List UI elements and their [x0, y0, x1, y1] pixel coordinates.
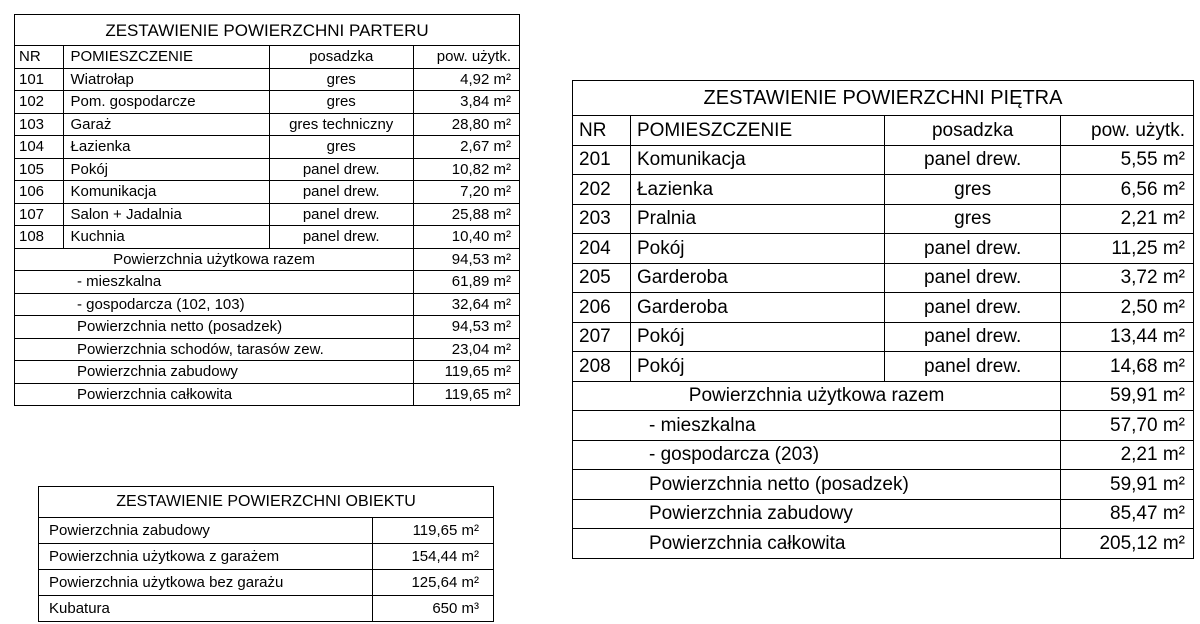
summary-label: Powierzchnia użytkowa z garażem — [39, 544, 373, 570]
floor-type: panel drew. — [885, 352, 1061, 382]
summary-row — [573, 440, 1194, 470]
table-row — [15, 68, 520, 91]
room-number: 103 — [15, 113, 64, 136]
room-name: Komunikacja — [64, 181, 269, 204]
summary-value: 119,65 m² — [413, 361, 519, 384]
table-row — [573, 175, 1194, 205]
summary-value: 59,91 m² — [1061, 381, 1194, 411]
room-area: 28,80 m² — [413, 113, 519, 136]
summary-row — [573, 381, 1194, 411]
floor-type: gres — [885, 204, 1061, 234]
room-number: 105 — [15, 158, 64, 181]
summary-label: Powierzchnia użytkowa razem — [15, 248, 414, 271]
table-row — [573, 293, 1194, 323]
summary-label: Powierzchnia całkowita — [573, 529, 1061, 559]
room-name: Kuchnia — [64, 226, 269, 249]
column-header-area: pow. użytk. — [413, 46, 519, 69]
summary-row — [573, 529, 1194, 559]
summary-row — [573, 499, 1194, 529]
summary-label: Powierzchnia zabudowy — [15, 361, 414, 384]
summary-row — [573, 470, 1194, 500]
room-area: 2,50 m² — [1061, 293, 1194, 323]
summary-value: 32,64 m² — [413, 293, 519, 316]
floor-type: panel drew. — [885, 293, 1061, 323]
summary-value: 119,65 m² — [413, 383, 519, 406]
room-area: 2,67 m² — [413, 136, 519, 159]
room-number: 108 — [15, 226, 64, 249]
room-name: Łazienka — [64, 136, 269, 159]
table-row — [573, 234, 1194, 264]
room-area: 3,72 m² — [1061, 263, 1194, 293]
floor-type: gres — [269, 68, 413, 91]
first-floor-area-table — [572, 80, 1194, 559]
summary-value: 119,65 m² — [373, 518, 494, 544]
summary-value: 205,12 m² — [1061, 529, 1194, 559]
summary-row — [15, 383, 520, 406]
room-number: 208 — [573, 352, 631, 382]
floor-type: panel drew. — [885, 263, 1061, 293]
room-number: 201 — [573, 145, 631, 175]
room-number: 202 — [573, 175, 631, 205]
room-area: 5,55 m² — [1061, 145, 1194, 175]
summary-value: 57,70 m² — [1061, 411, 1194, 441]
room-number: 104 — [15, 136, 64, 159]
room-name: Pom. gospodarcze — [64, 91, 269, 114]
table-row — [15, 203, 520, 226]
floor-type: panel drew. — [269, 181, 413, 204]
summary-value: 125,64 m² — [373, 570, 494, 596]
summary-label: Powierzchnia całkowita — [15, 383, 414, 406]
summary-value: 154,44 m² — [373, 544, 494, 570]
room-name: Garderoba — [630, 263, 884, 293]
floor-type: panel drew. — [885, 322, 1061, 352]
summary-row — [15, 293, 520, 316]
summary-value: 59,91 m² — [1061, 470, 1194, 500]
column-header-room: POMIESZCZENIE — [64, 46, 269, 69]
room-name: Salon + Jadalnia — [64, 203, 269, 226]
summary-label: Kubatura — [39, 596, 373, 622]
room-name: Pokój — [64, 158, 269, 181]
room-area: 10,82 m² — [413, 158, 519, 181]
room-area: 4,92 m² — [413, 68, 519, 91]
summary-label: Powierzchnia zabudowy — [573, 499, 1061, 529]
summary-value: 650 m³ — [373, 596, 494, 622]
table-row — [15, 136, 520, 159]
room-name: Garaż — [64, 113, 269, 136]
table-row — [15, 226, 520, 249]
summary-row — [15, 361, 520, 384]
summary-value: 23,04 m² — [413, 338, 519, 361]
summary-row — [15, 271, 520, 294]
summary-row — [15, 338, 520, 361]
column-header-nr: NR — [573, 116, 631, 146]
room-number: 203 — [573, 204, 631, 234]
room-area: 3,84 m² — [413, 91, 519, 114]
table-row — [573, 322, 1194, 352]
column-header-room: POMIESZCZENIE — [630, 116, 884, 146]
ground-floor-area-table — [14, 14, 520, 406]
table-row — [15, 91, 520, 114]
room-area: 7,20 m² — [413, 181, 519, 204]
summary-label: Powierzchnia schodów, tarasów zew. — [15, 338, 414, 361]
table-row — [15, 158, 520, 181]
room-area: 14,68 m² — [1061, 352, 1194, 382]
summary-label: - mieszkalna — [15, 271, 414, 294]
column-header-area: pow. użytk. — [1061, 116, 1194, 146]
room-number: 207 — [573, 322, 631, 352]
table-row — [15, 113, 520, 136]
building-area-table — [38, 486, 494, 622]
room-name: Garderoba — [630, 293, 884, 323]
ground-floor-table-title: ZESTAWIENIE POWIERZCHNI PARTERU — [15, 15, 520, 46]
room-name: Pokój — [630, 234, 884, 264]
summary-label: Powierzchnia netto (posadzek) — [573, 470, 1061, 500]
first-floor-table-title: ZESTAWIENIE POWIERZCHNI PIĘTRA — [573, 81, 1194, 116]
floor-type: panel drew. — [885, 145, 1061, 175]
room-number: 205 — [573, 263, 631, 293]
summary-label: - gospodarcza (102, 103) — [15, 293, 414, 316]
floor-type: gres techniczny — [269, 113, 413, 136]
room-name: Wiatrołap — [64, 68, 269, 91]
floor-type: panel drew. — [269, 158, 413, 181]
room-area: 25,88 m² — [413, 203, 519, 226]
table-row — [573, 145, 1194, 175]
column-header-floor: posadzka — [885, 116, 1061, 146]
room-name: Komunikacja — [630, 145, 884, 175]
floor-type: gres — [885, 175, 1061, 205]
table-row — [39, 570, 494, 596]
summary-value: 85,47 m² — [1061, 499, 1194, 529]
summary-label: Powierzchnia użytkowa bez garażu — [39, 570, 373, 596]
room-area: 6,56 m² — [1061, 175, 1194, 205]
table-row — [573, 204, 1194, 234]
floor-type: gres — [269, 136, 413, 159]
room-name: Łazienka — [630, 175, 884, 205]
summary-row — [573, 411, 1194, 441]
room-name: Pralnia — [630, 204, 884, 234]
room-number: 102 — [15, 91, 64, 114]
table-row — [573, 263, 1194, 293]
room-area: 10,40 m² — [413, 226, 519, 249]
room-name: Pokój — [630, 352, 884, 382]
table-row — [15, 181, 520, 204]
summary-label: Powierzchnia netto (posadzek) — [15, 316, 414, 339]
column-header-nr: NR — [15, 46, 64, 69]
room-number: 206 — [573, 293, 631, 323]
room-area: 2,21 m² — [1061, 204, 1194, 234]
table-row — [39, 518, 494, 544]
table-row — [39, 596, 494, 622]
floor-type: gres — [269, 91, 413, 114]
summary-label: Powierzchnia zabudowy — [39, 518, 373, 544]
column-header-floor: posadzka — [269, 46, 413, 69]
summary-row — [15, 248, 520, 271]
summary-row — [15, 316, 520, 339]
floor-type: panel drew. — [269, 203, 413, 226]
summary-value: 94,53 m² — [413, 248, 519, 271]
room-number: 107 — [15, 203, 64, 226]
table-row — [573, 352, 1194, 382]
summary-label: - gospodarcza (203) — [573, 440, 1061, 470]
floor-type: panel drew. — [269, 226, 413, 249]
summary-value: 2,21 m² — [1061, 440, 1194, 470]
table-row — [39, 544, 494, 570]
summary-label: Powierzchnia użytkowa razem — [573, 381, 1061, 411]
summary-value: 61,89 m² — [413, 271, 519, 294]
floor-type: panel drew. — [885, 234, 1061, 264]
room-area: 11,25 m² — [1061, 234, 1194, 264]
building-table-title: ZESTAWIENIE POWIERZCHNI OBIEKTU — [39, 487, 494, 518]
room-number: 204 — [573, 234, 631, 264]
summary-label: - mieszkalna — [573, 411, 1061, 441]
room-number: 101 — [15, 68, 64, 91]
summary-value: 94,53 m² — [413, 316, 519, 339]
room-area: 13,44 m² — [1061, 322, 1194, 352]
room-name: Pokój — [630, 322, 884, 352]
room-number: 106 — [15, 181, 64, 204]
